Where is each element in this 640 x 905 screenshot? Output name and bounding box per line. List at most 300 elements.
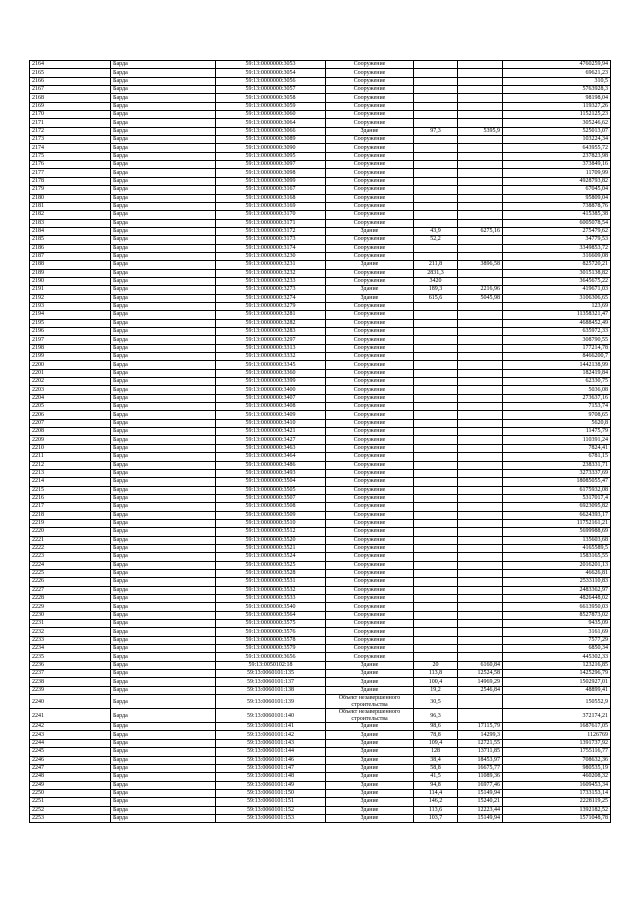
unit-price-cell — [458, 152, 503, 160]
area-cell — [414, 411, 458, 419]
area-cell — [414, 94, 458, 102]
cadastral-value-cell: 980535,19 — [503, 764, 611, 772]
row-number-cell: 2173 — [30, 136, 111, 144]
row-number-cell: 2202 — [30, 378, 111, 386]
cadastral-number-cell: 59:13:0000000:3090 — [216, 144, 326, 152]
cadastral-number-cell: 59:13:0000000:3095 — [216, 152, 326, 160]
cadastral-value-cell: 373849,16 — [503, 161, 611, 169]
cadastral-value-cell: 6850,34 — [503, 645, 611, 653]
object-type-cell: Здание — [326, 789, 414, 797]
table-row — [30, 227, 611, 235]
settlement-cell: Барда — [111, 202, 216, 210]
cadastral-value-cell: 1502927,01 — [503, 678, 611, 686]
row-number-cell: 2243 — [30, 731, 111, 739]
cadastral-number-cell: 59:13:0000000:3168 — [216, 194, 326, 202]
table-row — [30, 69, 611, 77]
cadastral-number-cell: 59:13:0000000:3407 — [216, 394, 326, 402]
object-type-cell: Сооружение — [326, 428, 414, 436]
row-number-cell: 2220 — [30, 528, 111, 536]
cadastral-value-cell: 69621,23 — [503, 69, 611, 77]
settlement-cell: Барда — [111, 328, 216, 336]
cadastral-value-cell: 1442138,99 — [503, 361, 611, 369]
cadastral-value-cell: 275479,62 — [503, 227, 611, 235]
row-number-cell: 2238 — [30, 678, 111, 686]
row-number-cell: 2212 — [30, 461, 111, 469]
row-number-cell: 2201 — [30, 369, 111, 377]
unit-price-cell: 17115,79 — [458, 723, 503, 731]
row-number-cell: 2171 — [30, 119, 111, 127]
table-row — [30, 469, 611, 477]
table-row — [30, 169, 611, 177]
table-row — [30, 194, 611, 202]
object-type-cell: Сооружение — [326, 628, 414, 636]
object-type-cell: Сооружение — [326, 136, 414, 144]
area-cell — [414, 177, 458, 185]
settlement-cell: Барда — [111, 353, 216, 361]
unit-price-cell: 12721,55 — [458, 739, 503, 747]
cadastral-number-cell: 59:13:0000000:3297 — [216, 336, 326, 344]
row-number-cell: 2219 — [30, 519, 111, 527]
cadastral-number-cell: 59:13:0000000:3410 — [216, 419, 326, 427]
settlement-cell: Барда — [111, 361, 216, 369]
cadastral-value-cell: 3161,69 — [503, 628, 611, 636]
object-type-cell: Сооружение — [326, 361, 414, 369]
table-row — [30, 444, 611, 452]
cadastral-number-cell: 59:13:0000000:3540 — [216, 603, 326, 611]
row-number-cell: 2230 — [30, 611, 111, 619]
object-type-cell: Здание — [326, 227, 414, 235]
unit-price-cell — [458, 219, 503, 227]
unit-price-cell: 15149,94 — [458, 789, 503, 797]
table-row — [30, 102, 611, 110]
object-type-cell: Сооружение — [326, 211, 414, 219]
cadastral-value-cell: 11358321,47 — [503, 311, 611, 319]
cadastral-number-cell: 59:13:0060101:150 — [216, 789, 326, 797]
area-cell: 94,8 — [414, 781, 458, 789]
table-row — [30, 620, 611, 628]
table-row — [30, 136, 611, 144]
row-number-cell: 2247 — [30, 764, 111, 772]
cadastral-number-cell: 59:13:0000000:3064 — [216, 119, 326, 127]
cadastral-number-cell: 59:13:0060101:135 — [216, 670, 326, 678]
cadastral-number-cell: 59:13:0000000:3230 — [216, 252, 326, 260]
object-type-cell: Сооружение — [326, 561, 414, 569]
row-number-cell: 2221 — [30, 536, 111, 544]
table-row — [30, 723, 611, 731]
unit-price-cell — [458, 69, 503, 77]
row-number-cell: 2192 — [30, 294, 111, 302]
row-number-cell: 2217 — [30, 503, 111, 511]
settlement-cell: Барда — [111, 152, 216, 160]
cadastral-value-cell: 1152125,23 — [503, 111, 611, 119]
cadastral-number-cell: 59:13:0000000:3579 — [216, 645, 326, 653]
row-number-cell: 2224 — [30, 561, 111, 569]
settlement-cell: Барда — [111, 319, 216, 327]
table-row — [30, 544, 611, 552]
cadastral-number-cell: 59:13:0000000:3059 — [216, 102, 326, 110]
table-row — [30, 77, 611, 85]
cadastral-value-cell: 460208,32 — [503, 773, 611, 781]
cadastral-value-cell: 5763928,3 — [503, 86, 611, 94]
settlement-cell: Барда — [111, 161, 216, 169]
table-row — [30, 756, 611, 764]
object-type-cell: Сооружение — [326, 444, 414, 452]
cadastral-value-cell: 738878,76 — [503, 202, 611, 210]
table-row — [30, 645, 611, 653]
settlement-cell: Барда — [111, 144, 216, 152]
area-cell — [414, 202, 458, 210]
settlement-cell: Барда — [111, 252, 216, 260]
cadastral-value-cell: 3349853,72 — [503, 244, 611, 252]
table-row — [30, 111, 611, 119]
settlement-cell: Барда — [111, 756, 216, 764]
area-cell — [414, 419, 458, 427]
table-row — [30, 286, 611, 294]
area-cell — [414, 144, 458, 152]
row-number-cell: 2176 — [30, 161, 111, 169]
settlement-cell: Барда — [111, 261, 216, 269]
row-number-cell: 2180 — [30, 194, 111, 202]
settlement-cell: Барда — [111, 653, 216, 661]
row-number-cell: 2214 — [30, 478, 111, 486]
object-type-cell: Сооружение — [326, 553, 414, 561]
row-number-cell: 2164 — [30, 61, 111, 69]
row-number-cell: 2190 — [30, 277, 111, 285]
unit-price-cell — [458, 136, 503, 144]
cadastral-value-cell: 273637,16 — [503, 394, 611, 402]
area-cell — [414, 645, 458, 653]
settlement-cell: Барда — [111, 428, 216, 436]
area-cell — [414, 386, 458, 394]
settlement-cell: Барда — [111, 369, 216, 377]
cadastral-value-cell: 11709,99 — [503, 169, 611, 177]
unit-price-cell — [458, 486, 503, 494]
object-type-cell: Сооружение — [326, 69, 414, 77]
area-cell — [414, 186, 458, 194]
table-row — [30, 369, 611, 377]
cadastral-value-cell: 123216,85 — [503, 661, 611, 669]
object-type-cell: Сооружение — [326, 453, 414, 461]
settlement-cell: Барда — [111, 269, 216, 277]
table-row — [30, 419, 611, 427]
object-type-cell: Сооружение — [326, 77, 414, 85]
object-type-cell: Сооружение — [326, 219, 414, 227]
unit-price-cell: 5395,9 — [458, 127, 503, 135]
cadastral-number-cell: 59:13:0000000:3576 — [216, 628, 326, 636]
table-row — [30, 177, 611, 185]
object-type-cell: Сооружение — [326, 528, 414, 536]
cadastral-number-cell: 59:13:0000000:3099 — [216, 177, 326, 185]
cadastral-value-cell: 3645675,22 — [503, 277, 611, 285]
settlement-cell: Барда — [111, 336, 216, 344]
unit-price-cell — [458, 628, 503, 636]
unit-price-cell — [458, 361, 503, 369]
table-row — [30, 353, 611, 361]
object-type-cell: Здание — [326, 294, 414, 302]
row-number-cell: 2175 — [30, 152, 111, 160]
table-row — [30, 86, 611, 94]
settlement-cell: Барда — [111, 544, 216, 552]
settlement-cell: Барда — [111, 739, 216, 747]
unit-price-cell — [458, 428, 503, 436]
object-type-cell: Здание — [326, 739, 414, 747]
unit-price-cell — [458, 161, 503, 169]
cadastral-value-cell: 4760259,94 — [503, 61, 611, 69]
area-cell — [414, 478, 458, 486]
area-cell: 103,7 — [414, 814, 458, 822]
cadastral-number-cell: 59:13:0000000:3098 — [216, 169, 326, 177]
table-row — [30, 653, 611, 661]
settlement-cell: Барда — [111, 77, 216, 85]
row-number-cell: 2183 — [30, 219, 111, 227]
cadastral-value-cell: 135603,68 — [503, 536, 611, 544]
cadastral-number-cell: 59:13:0000000:3273 — [216, 286, 326, 294]
settlement-cell: Барда — [111, 186, 216, 194]
settlement-cell: Барда — [111, 670, 216, 678]
settlement-cell: Барда — [111, 773, 216, 781]
unit-price-cell — [458, 709, 503, 723]
settlement-cell: Барда — [111, 561, 216, 569]
object-type-cell: Здание — [326, 798, 414, 806]
cadastral-number-cell: 59:13:0060101:147 — [216, 764, 326, 772]
row-number-cell: 2244 — [30, 739, 111, 747]
unit-price-cell: 3896,58 — [458, 261, 503, 269]
unit-price-cell — [458, 394, 503, 402]
area-cell: 3420 — [414, 277, 458, 285]
row-number-cell: 2194 — [30, 311, 111, 319]
area-cell — [414, 119, 458, 127]
row-number-cell: 2234 — [30, 645, 111, 653]
table-row — [30, 211, 611, 219]
cadastral-number-cell: 59:13:0060101:153 — [216, 814, 326, 822]
unit-price-cell — [458, 494, 503, 502]
unit-price-cell — [458, 403, 503, 411]
table-row — [30, 731, 611, 739]
settlement-cell: Барда — [111, 294, 216, 302]
object-type-cell: Сооружение — [326, 578, 414, 586]
unit-price-cell — [458, 61, 503, 69]
settlement-cell: Барда — [111, 86, 216, 94]
settlement-cell: Барда — [111, 789, 216, 797]
row-number-cell: 2231 — [30, 620, 111, 628]
unit-price-cell — [458, 461, 503, 469]
area-cell: 128 — [414, 748, 458, 756]
cadastral-number-cell: 59:13:0000000:3512 — [216, 528, 326, 536]
settlement-cell: Барда — [111, 611, 216, 619]
row-number-cell: 2170 — [30, 111, 111, 119]
area-cell — [414, 378, 458, 386]
cadastral-number-cell: 59:13:0000000:3531 — [216, 578, 326, 586]
unit-price-cell — [458, 595, 503, 603]
area-cell — [414, 561, 458, 569]
table-row — [30, 328, 611, 336]
settlement-cell: Барда — [111, 511, 216, 519]
cadastral-number-cell: 59:13:0000000:3173 — [216, 236, 326, 244]
row-number-cell: 2249 — [30, 781, 111, 789]
cadastral-value-cell: 110391,24 — [503, 436, 611, 444]
cadastral-value-cell: 67045,04 — [503, 186, 611, 194]
row-number-cell: 2172 — [30, 127, 111, 135]
table-row — [30, 603, 611, 611]
cadastral-number-cell: 59:13:0000000:3054 — [216, 69, 326, 77]
cadastral-number-cell: 59:13:0000000:3313 — [216, 344, 326, 352]
object-type-cell: Сооружение — [326, 403, 414, 411]
unit-price-cell — [458, 102, 503, 110]
cadastral-number-cell: 59:13:0000000:3174 — [216, 244, 326, 252]
settlement-cell: Барда — [111, 686, 216, 694]
area-cell — [414, 394, 458, 402]
cadastral-number-cell: 59:13:0000000:3505 — [216, 486, 326, 494]
row-number-cell: 2216 — [30, 494, 111, 502]
object-type-cell: Сооружение — [326, 544, 414, 552]
area-cell: 114,4 — [414, 789, 458, 797]
cadastral-value-cell: 1583165,55 — [503, 553, 611, 561]
cadastral-number-cell: 59:13:0000000:3656 — [216, 653, 326, 661]
table-row — [30, 244, 611, 252]
object-type-cell: Сооружение — [326, 277, 414, 285]
table-row — [30, 261, 611, 269]
unit-price-cell — [458, 444, 503, 452]
cadastral-value-cell: 237823,98 — [503, 152, 611, 160]
settlement-cell: Барда — [111, 578, 216, 586]
unit-price-cell — [458, 519, 503, 527]
unit-price-cell: 15240,21 — [458, 798, 503, 806]
area-cell — [414, 569, 458, 577]
unit-price-cell — [458, 369, 503, 377]
settlement-cell: Барда — [111, 436, 216, 444]
area-cell — [414, 469, 458, 477]
unit-price-cell — [458, 236, 503, 244]
row-number-cell: 2213 — [30, 469, 111, 477]
cadastral-value-cell: 445302,33 — [503, 653, 611, 661]
table-row — [30, 519, 611, 527]
row-number-cell: 2188 — [30, 261, 111, 269]
cadastral-value-cell: 1391737,92 — [503, 739, 611, 747]
row-number-cell: 2204 — [30, 394, 111, 402]
cadastral-value-cell: 123,69 — [503, 302, 611, 310]
row-number-cell: 2166 — [30, 77, 111, 85]
table-row — [30, 628, 611, 636]
cadastral-number-cell: 59:13:0000000:3525 — [216, 561, 326, 569]
row-number-cell: 2178 — [30, 177, 111, 185]
row-number-cell: 2251 — [30, 798, 111, 806]
cadastral-value-cell: 1571048,78 — [503, 814, 611, 822]
unit-price-cell — [458, 419, 503, 427]
table-row — [30, 453, 611, 461]
unit-price-cell — [458, 277, 503, 285]
cadastral-value-cell: 46626,81 — [503, 569, 611, 577]
object-type-cell: Сооружение — [326, 519, 414, 527]
row-number-cell: 2199 — [30, 353, 111, 361]
cadastral-value-cell: 1425296,79 — [503, 670, 611, 678]
settlement-cell: Барда — [111, 411, 216, 419]
row-number-cell: 2225 — [30, 569, 111, 577]
row-number-cell: 2228 — [30, 595, 111, 603]
object-type-cell: Сооружение — [326, 394, 414, 402]
row-number-cell: 2177 — [30, 169, 111, 177]
table-row — [30, 486, 611, 494]
object-type-cell: Здание — [326, 764, 414, 772]
unit-price-cell — [458, 511, 503, 519]
cadastral-number-cell: 59:13:0060101:152 — [216, 806, 326, 814]
cadastral-value-cell: 525013,07 — [503, 127, 611, 135]
unit-price-cell — [458, 378, 503, 386]
object-type-cell: Сооружение — [326, 353, 414, 361]
object-type-cell: Сооружение — [326, 386, 414, 394]
cadastral-value-cell: 34779,53 — [503, 236, 611, 244]
cadastral-number-cell: 59:13:0000000:3066 — [216, 127, 326, 135]
row-number-cell: 2203 — [30, 386, 111, 394]
area-cell: 109,4 — [414, 739, 458, 747]
cadastral-value-cell: 3015138,82 — [503, 269, 611, 277]
unit-price-cell — [458, 353, 503, 361]
object-type-cell: Здание — [326, 686, 414, 694]
cadastral-value-cell: 8527873,02 — [503, 611, 611, 619]
row-number-cell: 2179 — [30, 186, 111, 194]
unit-price-cell — [458, 94, 503, 102]
settlement-cell: Барда — [111, 695, 216, 709]
row-number-cell: 2233 — [30, 636, 111, 644]
table-row — [30, 536, 611, 544]
unit-price-cell — [458, 344, 503, 352]
area-cell — [414, 111, 458, 119]
row-number-cell: 2174 — [30, 144, 111, 152]
row-number-cell: 2167 — [30, 86, 111, 94]
unit-price-cell — [458, 436, 503, 444]
area-cell: 100,4 — [414, 678, 458, 686]
settlement-cell: Барда — [111, 277, 216, 285]
unit-price-cell — [458, 244, 503, 252]
area-cell — [414, 444, 458, 452]
object-type-cell: Здание — [326, 661, 414, 669]
cadastral-value-cell: 6613950,03 — [503, 603, 611, 611]
object-type-cell: Сооружение — [326, 378, 414, 386]
settlement-cell: Барда — [111, 236, 216, 244]
unit-price-cell — [458, 252, 503, 260]
settlement-cell: Барда — [111, 628, 216, 636]
table-row — [30, 569, 611, 577]
table-row — [30, 361, 611, 369]
area-cell — [414, 136, 458, 144]
object-type-cell: Сооружение — [326, 236, 414, 244]
row-number-cell: 2195 — [30, 319, 111, 327]
cadastral-value-cell: 5699988,69 — [503, 528, 611, 536]
table-row — [30, 386, 611, 394]
area-cell — [414, 194, 458, 202]
cadastral-number-cell: 59:13:0000000:3058 — [216, 94, 326, 102]
area-cell: 30,5 — [414, 695, 458, 709]
cadastral-number-cell: 59:13:0060101:140 — [216, 709, 326, 723]
table-row — [30, 670, 611, 678]
unit-price-cell — [458, 620, 503, 628]
unit-price-cell — [458, 603, 503, 611]
area-cell — [414, 486, 458, 494]
row-number-cell: 2206 — [30, 411, 111, 419]
object-type-cell: Сооружение — [326, 469, 414, 477]
cadastral-value-cell: 1687617,05 — [503, 723, 611, 731]
settlement-cell: Барда — [111, 620, 216, 628]
cadastral-value-cell: 238331,71 — [503, 461, 611, 469]
cadastral-number-cell: 59:13:0000000:3532 — [216, 586, 326, 594]
unit-price-cell — [458, 411, 503, 419]
cadastral-value-cell: 7824,41 — [503, 444, 611, 452]
object-type-cell: Сооружение — [326, 478, 414, 486]
settlement-cell: Барда — [111, 444, 216, 452]
object-type-cell: Сооружение — [326, 144, 414, 152]
unit-price-cell: 6160,84 — [458, 661, 503, 669]
area-cell: 2831,3 — [414, 269, 458, 277]
cadastral-value-cell: 3106306,65 — [503, 294, 611, 302]
